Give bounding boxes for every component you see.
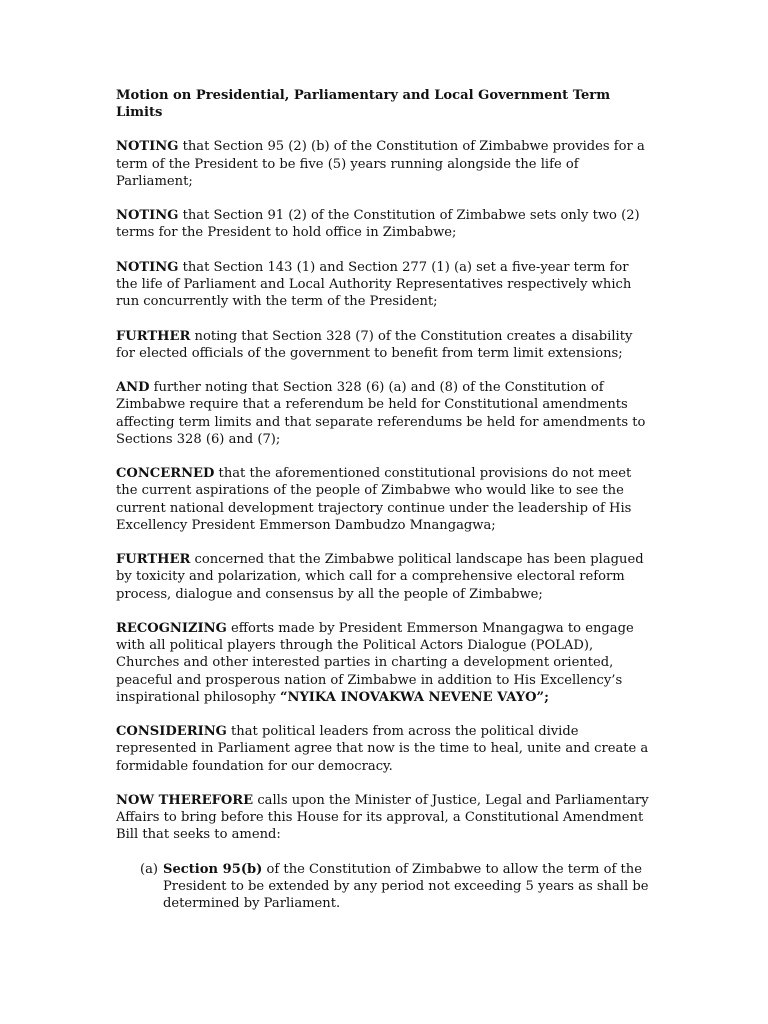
paragraph-lead: NOTING [116, 208, 179, 224]
paragraph-noting-section-91 [116, 207, 652, 241]
paragraph-lead: FURTHER [116, 552, 191, 568]
paragraph-now-therefore [116, 792, 652, 844]
paragraph-noting-section-143 [116, 259, 652, 311]
paragraph-concerned [116, 465, 652, 534]
paragraph-recognizing [116, 620, 652, 706]
paragraph-text: calls upon the Minister of Justice, Legal and Parliamentary Affairs to bring before this House for its approval, a Constitutional Amendment Bill that seeks to amend: [116, 792, 649, 843]
paragraph-text: further noting that Section 328 (6) (a) and (8) of the Constitution of Zimbabwe require that a referendum be held for Constitutional amendments affecting term limits and that separate referendums be held for amendments to Sections 328 (6) and (7); [116, 380, 646, 447]
list-marker: (a) [140, 861, 159, 877]
document-page [116, 87, 652, 912]
list-item-a [116, 861, 652, 913]
paragraph-lead: CONSIDERING [116, 724, 227, 740]
paragraph-lead: AND [116, 380, 150, 396]
paragraph-text: noting that Section 328 (7) of the Constitution creates a disability for elected officials of the government to benefit from term limit extensions; [116, 328, 633, 361]
paragraph-text: efforts made by President Emmerson Mnangagwa to engage with all political players through the Political Actors Dialogue (POLAD), Churches and other interested parties in charting a development oriented, peaceful and prosperous nation of Zimbabwe in addition to His Excellency’s inspirational philosophy [116, 620, 634, 705]
paragraph-further-concerned [116, 551, 652, 603]
paragraph-tail-bold: “NYIKA INOVAKWA NEVENE VAYO”; [279, 689, 549, 705]
paragraph-text: that political leaders from across the political divide represented in Parliament agree that now is the time to heal, unite and create a formidable foundation for our democracy. [116, 724, 649, 774]
paragraph-considering [116, 723, 652, 775]
paragraph-text: that Section 91 (2) of the Constitution of Zimbabwe sets only two (2) terms for the President to hold office in Zimbabwe; [116, 208, 640, 241]
paragraph-noting-section-95 [116, 138, 652, 190]
paragraph-lead: NOTING [116, 139, 179, 155]
document-title: Motion on Presidential, Parliamentary and Local Government Term Limits [116, 88, 611, 121]
list-item-lead: Section 95(b) [163, 861, 263, 877]
paragraph-text: that Section 95 (2) (b) of the Constitution of Zimbabwe provides for a term of the President to be five (5) years running alongside the life of Parliament; [116, 139, 645, 189]
paragraph-lead: FURTHER [116, 328, 191, 344]
paragraph-text: that the aforementioned constitutional provisions do not meet the current aspirations of the people of Zimbabwe who would like to see the current national development trajectory continue under the leadership of His Excellency President Emmerson Dambudzo Mnangagwa; [116, 466, 632, 533]
paragraph-lead: NOW THEREFORE [116, 792, 254, 808]
paragraph-lead: RECOGNIZING [116, 620, 227, 636]
paragraph-and-further-noting [116, 379, 652, 448]
paragraph-text: concerned that the Zimbabwe political landscape has been plagued by toxicity and polarization, which call for a comprehensive electoral reform process, dialogue and consensus by all the people of Zimbabwe; [116, 552, 644, 602]
list-item-text: of the Constitution of Zimbabwe to allow the term of the President to be extended by any period not exceeding 5 years as shall be determined by Parliament. [163, 861, 649, 912]
paragraph-text: that Section 143 (1) and Section 277 (1) (a) set a five-year term for the life of Parliament and Local Authority Representatives respectively which run concurrently with the term of the President; [116, 259, 632, 310]
paragraph-lead: CONCERNED [116, 466, 215, 482]
paragraph-lead: NOTING [116, 259, 179, 275]
paragraph-further-noting [116, 328, 652, 362]
